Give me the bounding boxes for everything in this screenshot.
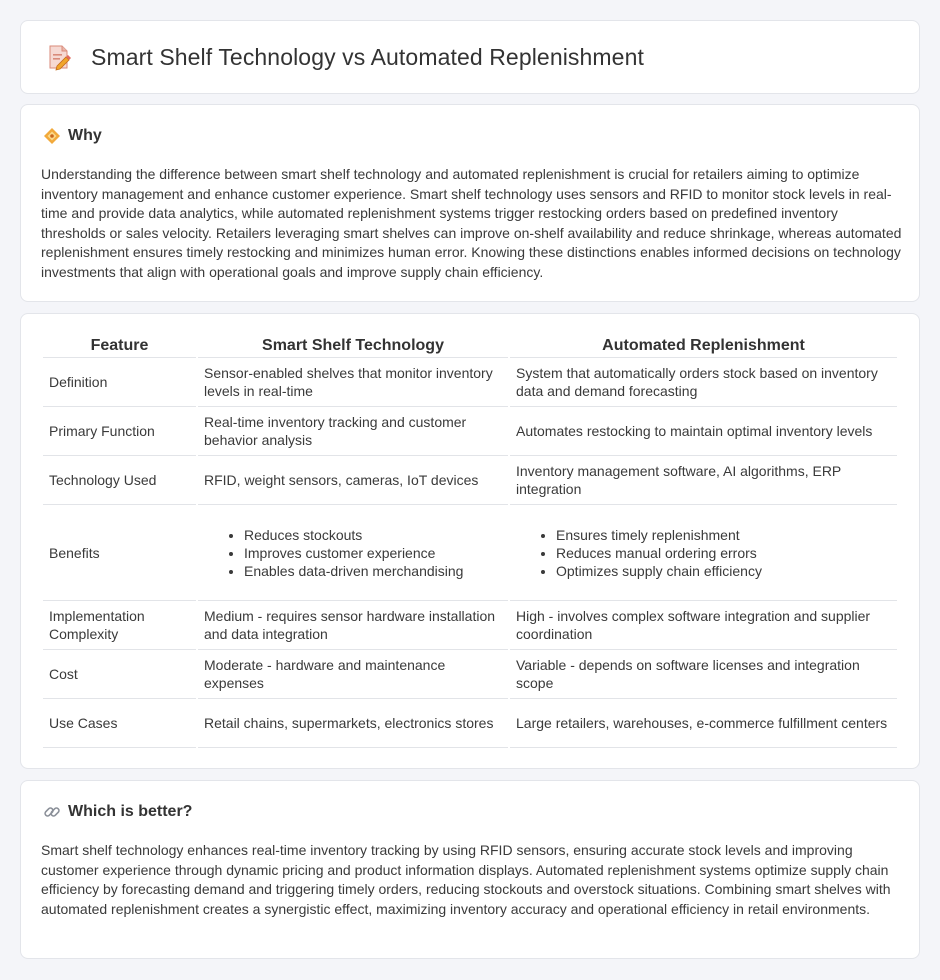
smart-shelf-cell: [198, 505, 508, 601]
column-header-smart-shelf: Smart Shelf Technology: [198, 336, 508, 358]
automated-replenishment-benefits-list: [516, 526, 891, 580]
automated-replenishment-cell: Large retailers, warehouses, e-commerce fulfillment centers: [510, 699, 897, 748]
column-header-feature: Feature: [43, 336, 196, 358]
list-item: • Reduces stockouts: [244, 526, 502, 544]
better-heading: [43, 803, 192, 821]
list-item: • Improves customer experience: [244, 544, 502, 562]
automated-replenishment-cell: Inventory management software, AI algorithms, ERP integration: [510, 456, 897, 505]
comparison-table: [41, 336, 899, 748]
table-row: [43, 601, 897, 650]
better-title: Which is better?: [68, 803, 193, 820]
table-row: [43, 456, 897, 505]
feature-cell: Benefits: [43, 505, 196, 601]
column-header-automated-replenishment: Automated Replenishment: [510, 336, 897, 358]
list-item: • Enables data-driven merchandising: [244, 562, 502, 580]
automated-replenishment-cell: Automates restocking to maintain optimal inventory levels: [510, 407, 897, 456]
which-is-better-card: [20, 780, 920, 959]
automated-replenishment-cell: System that automatically orders stock based on inventory data and demand forecasting: [510, 358, 897, 407]
table-row: [43, 358, 897, 407]
table-row: [43, 407, 897, 456]
smart-shelf-cell: Sensor-enabled shelves that monitor inventory levels in real-time: [198, 358, 508, 407]
smart-shelf-cell: RFID, weight sensors, cameras, IoT devices: [198, 456, 508, 505]
feature-cell: Primary Function: [43, 407, 196, 456]
list-item: • Ensures timely replenishment: [556, 526, 891, 544]
table-row: [43, 650, 897, 699]
why-heading: [43, 127, 102, 145]
title-card: [20, 20, 920, 94]
feature-cell: Technology Used: [43, 456, 196, 505]
list-item: • Reduces manual ordering errors: [556, 544, 891, 562]
document-pencil-icon: [45, 43, 73, 71]
page-title: Smart Shelf Technology vs Automated Replenishment: [91, 43, 644, 70]
feature-cell: Use Cases: [43, 699, 196, 748]
automated-replenishment-cell: Variable - depends on software licenses and integration scope: [510, 650, 897, 699]
feature-cell: Cost: [43, 650, 196, 699]
list-item: • Optimizes supply chain efficiency: [556, 562, 891, 580]
automated-replenishment-cell: High - involves complex software integration and supplier coordination: [510, 601, 897, 650]
smart-shelf-cell: Moderate - hardware and maintenance expenses: [198, 650, 508, 699]
table-row: [43, 505, 897, 601]
smart-shelf-benefits-list: [204, 526, 502, 580]
feature-cell: Implementation Complexity: [43, 601, 196, 650]
comparison-card: [20, 313, 920, 769]
better-text: Smart shelf technology enhances real-time inventory tracking by using RFID sensors, ensuring accurate stock levels and improving customer experience through dynamic pricing and product information displays. Automated replenishment systems optimize supply chain efficiency by forecasting demand and triggering timely orders, reducing stockouts and overstock situations. Combining smart shelves with automated replenishment creates a synergistic effect, maximizing inventory accuracy and operational efficiency in retail environments.: [41, 842, 891, 917]
smart-shelf-cell: Medium - requires sensor hardware installation and data integration: [198, 601, 508, 650]
why-text: Understanding the difference between smart shelf technology and automated replenishment is crucial for retailers aiming to optimize inventory management and enhance customer experience. Smart shelf technology uses sensors and RFID to monitor stock levels in real-time and provide data analytics, while automated replenishment systems trigger restocking orders based on predefined inventory thresholds or sales velocity. Retailers leveraging smart shelves can improve on-shelf availability and reduce shrinkage, whereas automated replenishment ensures timely restocking and minimizes human error. Knowing these distinctions enables informed decisions on technology investments that align with operational goals and improve supply chain efficiency.: [41, 166, 902, 280]
table-row: [43, 699, 897, 748]
why-card: [20, 104, 920, 302]
why-title: Why: [68, 127, 102, 144]
smart-shelf-cell: Real-time inventory tracking and customer behavior analysis: [198, 407, 508, 456]
link-icon: [43, 803, 61, 821]
table-header-row: [43, 336, 897, 358]
diamond-warning-icon: [43, 127, 61, 145]
feature-cell: Definition: [43, 358, 196, 407]
smart-shelf-cell: Retail chains, supermarkets, electronics stores: [198, 699, 508, 748]
automated-replenishment-cell: [510, 505, 897, 601]
title-row: [45, 43, 644, 71]
